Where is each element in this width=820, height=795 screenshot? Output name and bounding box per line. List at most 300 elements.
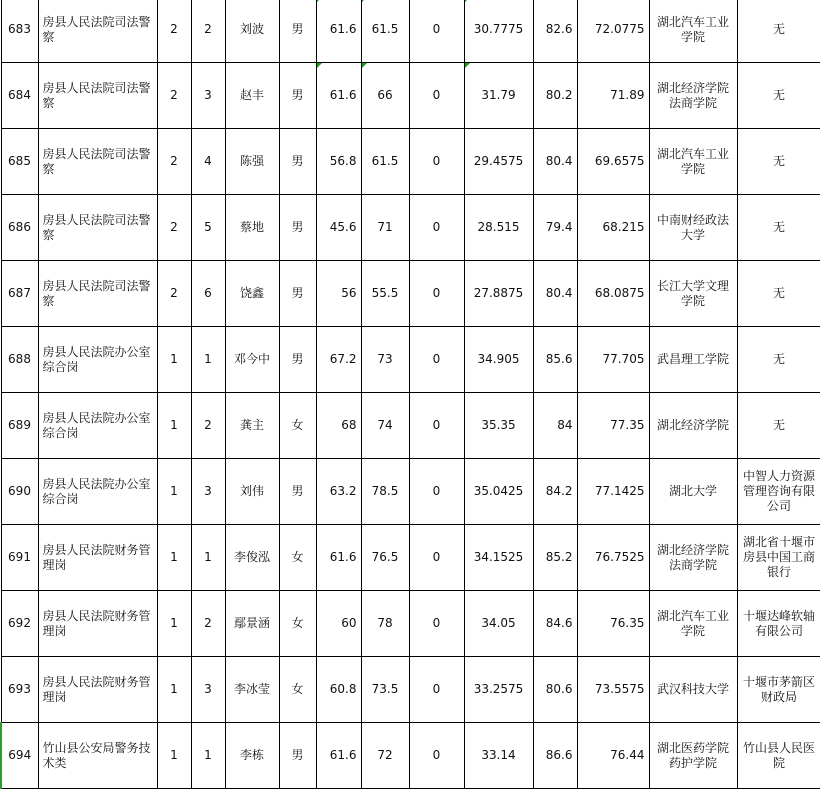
school-cell-text: 湖北经济学院 [656, 418, 729, 432]
total-score-cell-text: 76.35 [610, 616, 645, 630]
comment-marker-icon [465, 0, 470, 2]
bonus-points-cell-text: 0 [432, 88, 441, 102]
school-cell[interactable] [649, 0, 737, 63]
candidate-name-cell[interactable] [225, 591, 279, 657]
interview-result-cell[interactable] [533, 723, 577, 789]
interview-score-cell-text: 55.5 [371, 286, 399, 300]
interview-result-cell-text: 84 [557, 418, 573, 432]
hires-count-cell-text: 1 [170, 682, 178, 696]
candidate-name-cell[interactable] [225, 657, 279, 723]
interview-result-cell[interactable] [533, 459, 577, 525]
position-cell[interactable] [38, 723, 157, 789]
interview-score-cell[interactable] [361, 0, 409, 63]
position-cell-text: 房县人民法院司法警察 [42, 80, 151, 110]
rank-cell[interactable] [191, 0, 225, 63]
bonus-points-cell[interactable] [409, 261, 464, 327]
interview-score-cell-text: 76.5 [371, 550, 399, 564]
candidate-name-cell[interactable] [225, 0, 279, 63]
bonus-points-cell[interactable] [409, 0, 464, 63]
row-id-text: 685 [8, 154, 31, 168]
school-cell-text: 湖北汽车工业学院 [656, 14, 729, 44]
weighted-score-cell-text: 33.14 [481, 748, 516, 762]
bonus-points-cell[interactable] [409, 459, 464, 525]
gender-cell-text: 男 [291, 88, 304, 102]
written-score-cell[interactable] [316, 591, 361, 657]
interview-result-cell[interactable] [533, 525, 577, 591]
rank-cell-text: 3 [204, 88, 212, 102]
gender-cell[interactable] [279, 459, 316, 525]
hires-count-cell[interactable] [157, 459, 191, 525]
hires-count-cell[interactable] [157, 129, 191, 195]
written-score-cell[interactable] [316, 657, 361, 723]
hires-count-cell[interactable] [157, 63, 191, 129]
row-id[interactable] [1, 0, 38, 63]
interview-score-cell[interactable] [361, 129, 409, 195]
weighted-score-cell[interactable] [464, 129, 533, 195]
candidate-name-cell[interactable] [225, 525, 279, 591]
candidate-name-cell-text: 饶鑫 [239, 286, 264, 300]
interview-score-cell-text: 61.5 [371, 154, 399, 168]
total-score-cell[interactable] [577, 723, 649, 789]
total-score-cell[interactable] [577, 63, 649, 129]
hires-count-cell[interactable] [157, 393, 191, 459]
rank-cell[interactable] [191, 327, 225, 393]
row-id[interactable] [1, 525, 38, 591]
hires-count-cell[interactable] [157, 195, 191, 261]
interview-score-cell[interactable] [361, 723, 409, 789]
bonus-points-cell-text: 0 [432, 682, 441, 696]
weighted-score-cell[interactable] [464, 393, 533, 459]
row-id[interactable] [1, 129, 38, 195]
candidate-name-cell[interactable] [225, 393, 279, 459]
interview-score-cell-text: 73 [377, 352, 393, 366]
school-cell[interactable] [649, 195, 737, 261]
interview-score-cell-text: 71 [377, 220, 393, 234]
employer-cell[interactable] [737, 129, 820, 195]
employer-cell[interactable] [737, 261, 820, 327]
interview-result-cell-text: 86.6 [545, 748, 573, 762]
position-cell-text: 房县人民法院办公室综合岗 [42, 476, 151, 506]
weighted-score-cell-text: 27.8875 [473, 286, 524, 300]
position-cell[interactable] [38, 327, 157, 393]
rank-cell[interactable] [191, 195, 225, 261]
total-score-cell[interactable] [577, 195, 649, 261]
school-cell[interactable] [649, 129, 737, 195]
weighted-score-cell-text: 35.0425 [473, 484, 524, 498]
weighted-score-cell[interactable] [464, 723, 533, 789]
position-cell-text: 竹山县公安局警务技术类 [42, 740, 151, 770]
row-id[interactable] [1, 657, 38, 723]
interview-score-cell-text: 61.5 [371, 22, 399, 36]
rank-cell-text: 1 [204, 352, 212, 366]
hires-count-cell[interactable] [157, 723, 191, 789]
weighted-score-cell[interactable] [464, 525, 533, 591]
hires-count-cell[interactable] [157, 261, 191, 327]
bonus-points-cell[interactable] [409, 591, 464, 657]
total-score-cell[interactable] [577, 327, 649, 393]
interview-result-cell[interactable] [533, 591, 577, 657]
candidate-name-cell[interactable] [225, 63, 279, 129]
interview-score-cell-text: 78 [377, 616, 393, 630]
interview-result-cell[interactable] [533, 657, 577, 723]
position-cell[interactable] [38, 195, 157, 261]
weighted-score-cell-text: 28.515 [477, 220, 520, 234]
table-row [1, 0, 820, 63]
interview-score-cell[interactable] [361, 525, 409, 591]
school-cell[interactable] [649, 327, 737, 393]
rank-cell[interactable] [191, 261, 225, 327]
written-score-cell-text: 67.2 [329, 352, 357, 366]
school-cell-text: 湖北医药学院药护学院 [656, 740, 729, 770]
total-score-cell[interactable] [577, 591, 649, 657]
interview-result-cell[interactable] [533, 63, 577, 129]
hires-count-cell-text: 1 [170, 484, 178, 498]
interview-score-cell-text: 73.5 [371, 682, 399, 696]
position-cell[interactable] [38, 261, 157, 327]
written-score-cell[interactable] [316, 63, 361, 129]
interview-result-cell[interactable] [533, 129, 577, 195]
bonus-points-cell-text: 0 [432, 22, 441, 36]
gender-cell[interactable] [279, 657, 316, 723]
bonus-points-cell[interactable] [409, 723, 464, 789]
weighted-score-cell[interactable] [464, 591, 533, 657]
interview-result-cell[interactable] [533, 195, 577, 261]
bonus-points-cell[interactable] [409, 393, 464, 459]
interview-result-cell-text: 80.2 [545, 88, 573, 102]
total-score-cell-text: 77.1425 [594, 484, 645, 498]
employer-cell[interactable] [737, 63, 820, 129]
interview-score-cell[interactable] [361, 195, 409, 261]
weighted-score-cell-text: 29.4575 [473, 154, 524, 168]
gender-cell[interactable] [279, 195, 316, 261]
bonus-points-cell[interactable] [409, 327, 464, 393]
weighted-score-cell[interactable] [464, 327, 533, 393]
row-id-text: 684 [8, 88, 31, 102]
bonus-points-cell[interactable] [409, 129, 464, 195]
total-score-cell[interactable] [577, 129, 649, 195]
candidate-name-cell[interactable] [225, 459, 279, 525]
weighted-score-cell-text: 33.2575 [473, 682, 524, 696]
table-row [1, 393, 820, 459]
school-cell-text: 湖北经济学院法商学院 [656, 80, 729, 110]
rank-cell-text: 2 [204, 22, 212, 36]
row-id[interactable] [1, 195, 38, 261]
bonus-points-cell[interactable] [409, 63, 464, 129]
row-id[interactable] [1, 63, 38, 129]
comment-marker-icon [465, 63, 470, 68]
total-score-cell-text: 72.0775 [594, 22, 645, 36]
total-score-cell-text: 76.7525 [594, 550, 645, 564]
school-cell-text: 中南财经政法大学 [656, 212, 729, 242]
rank-cell[interactable] [191, 723, 225, 789]
position-cell-text: 房县人民法院办公室综合岗 [42, 344, 151, 374]
table-row [1, 459, 820, 525]
gender-cell[interactable] [279, 723, 316, 789]
weighted-score-cell[interactable] [464, 0, 533, 63]
written-score-cell[interactable] [316, 393, 361, 459]
interview-score-cell[interactable] [361, 591, 409, 657]
row-id[interactable] [1, 261, 38, 327]
total-score-cell-text: 68.0875 [594, 286, 645, 300]
employer-cell-text: 无 [772, 88, 785, 102]
bonus-points-cell-text: 0 [432, 550, 441, 564]
employer-cell[interactable] [737, 393, 820, 459]
weighted-score-cell-text: 35.35 [481, 418, 516, 432]
rank-cell[interactable] [191, 591, 225, 657]
interview-result-cell[interactable] [533, 261, 577, 327]
position-cell[interactable] [38, 459, 157, 525]
position-cell[interactable] [38, 0, 157, 63]
gender-cell[interactable] [279, 0, 316, 63]
candidate-name-cell-text: 陈强 [239, 154, 264, 168]
row-id[interactable] [1, 327, 38, 393]
interview-score-cell[interactable] [361, 459, 409, 525]
gender-cell-text: 女 [291, 616, 304, 630]
row-id-text: 686 [8, 220, 31, 234]
weighted-score-cell[interactable] [464, 459, 533, 525]
position-cell[interactable] [38, 591, 157, 657]
hires-count-cell-text: 1 [170, 352, 178, 366]
hires-count-cell[interactable] [157, 327, 191, 393]
interview-score-cell[interactable] [361, 261, 409, 327]
interview-result-cell-text: 80.4 [545, 286, 573, 300]
employer-cell-text: 无 [772, 352, 785, 366]
row-id-text: 693 [8, 682, 31, 696]
written-score-cell[interactable] [316, 0, 361, 63]
employer-cell[interactable] [737, 591, 820, 657]
candidate-name-cell[interactable] [225, 723, 279, 789]
gender-cell-text: 男 [291, 286, 304, 300]
hires-count-cell[interactable] [157, 657, 191, 723]
total-score-cell-text: 71.89 [610, 88, 645, 102]
rank-cell-text: 2 [204, 616, 212, 630]
employer-cell[interactable] [737, 327, 820, 393]
candidate-name-cell-text: 李栋 [239, 748, 264, 762]
written-score-cell[interactable] [316, 327, 361, 393]
row-id[interactable] [1, 459, 38, 525]
position-cell-text: 房县人民法院财务管理岗 [42, 674, 151, 704]
interview-result-cell-text: 80.4 [545, 154, 573, 168]
row-id-text: 690 [8, 484, 31, 498]
school-cell-text: 长江大学文理学院 [656, 278, 729, 308]
position-cell[interactable] [38, 525, 157, 591]
interview-score-cell-text: 74 [377, 418, 393, 432]
candidate-name-cell[interactable] [225, 327, 279, 393]
employer-cell[interactable] [737, 525, 820, 591]
written-score-cell[interactable] [316, 195, 361, 261]
school-cell[interactable] [649, 591, 737, 657]
row-id-text: 683 [8, 22, 31, 36]
candidate-name-cell-text: 李俊泓 [233, 550, 270, 564]
gender-cell[interactable] [279, 129, 316, 195]
school-cell[interactable] [649, 723, 737, 789]
employer-cell[interactable] [737, 459, 820, 525]
written-score-cell[interactable] [316, 459, 361, 525]
table-row [1, 525, 820, 591]
gender-cell[interactable] [279, 261, 316, 327]
interview-score-cell[interactable] [361, 393, 409, 459]
interview-result-cell[interactable] [533, 393, 577, 459]
total-score-cell-text: 77.35 [610, 418, 645, 432]
table-row [1, 63, 820, 129]
hires-count-cell[interactable] [157, 591, 191, 657]
hires-count-cell-text: 1 [170, 418, 178, 432]
rank-cell[interactable] [191, 657, 225, 723]
weighted-score-cell[interactable] [464, 657, 533, 723]
candidate-name-cell-text: 龚主 [239, 418, 264, 432]
rank-cell-text: 1 [204, 550, 212, 564]
rank-cell-text: 5 [204, 220, 212, 234]
position-cell[interactable] [38, 393, 157, 459]
total-score-cell[interactable] [577, 525, 649, 591]
interview-result-cell[interactable] [533, 0, 577, 63]
total-score-cell[interactable] [577, 261, 649, 327]
gender-cell[interactable] [279, 591, 316, 657]
total-score-cell-text: 76.44 [610, 748, 645, 762]
bonus-points-cell[interactable] [409, 195, 464, 261]
written-score-cell-text: 61.6 [329, 22, 357, 36]
employer-cell-text: 无 [772, 418, 785, 432]
gender-cell-text: 女 [291, 550, 304, 564]
rank-cell[interactable] [191, 459, 225, 525]
school-cell[interactable] [649, 261, 737, 327]
school-cell[interactable] [649, 657, 737, 723]
gender-cell[interactable] [279, 327, 316, 393]
total-score-cell[interactable] [577, 0, 649, 63]
hires-count-cell[interactable] [157, 525, 191, 591]
written-score-cell-text: 61.6 [329, 748, 357, 762]
row-id[interactable] [1, 591, 38, 657]
total-score-cell[interactable] [577, 459, 649, 525]
written-score-cell[interactable] [316, 525, 361, 591]
bonus-points-cell-text: 0 [432, 352, 441, 366]
candidate-name-cell[interactable] [225, 129, 279, 195]
total-score-cell[interactable] [577, 657, 649, 723]
employer-cell[interactable] [737, 0, 820, 63]
bonus-points-cell-text: 0 [432, 220, 441, 234]
position-cell-text: 房县人民法院财务管理岗 [42, 542, 151, 572]
weighted-score-cell[interactable] [464, 63, 533, 129]
written-score-cell[interactable] [316, 723, 361, 789]
employer-cell-text: 无 [772, 22, 785, 36]
candidate-name-cell[interactable] [225, 261, 279, 327]
school-cell[interactable] [649, 459, 737, 525]
position-cell[interactable] [38, 129, 157, 195]
total-score-cell-text: 68.215 [602, 220, 645, 234]
written-score-cell-text: 56.8 [329, 154, 357, 168]
written-score-cell-text: 45.6 [329, 220, 357, 234]
written-score-cell-text: 60 [341, 616, 357, 630]
gender-cell-text: 女 [291, 418, 304, 432]
employer-cell[interactable] [737, 195, 820, 261]
hires-count-cell-text: 1 [170, 616, 178, 630]
school-cell-text: 湖北汽车工业学院 [656, 608, 729, 638]
bonus-points-cell-text: 0 [432, 154, 441, 168]
hires-count-cell-text: 2 [170, 286, 178, 300]
position-cell-text: 房县人民法院财务管理岗 [42, 608, 151, 638]
row-id-text: 691 [8, 550, 31, 564]
employer-cell[interactable] [737, 657, 820, 723]
position-cell[interactable] [38, 63, 157, 129]
hires-count-cell-text: 2 [170, 22, 178, 36]
weighted-score-cell-text: 34.1525 [473, 550, 524, 564]
interview-result-cell-text: 85.6 [545, 352, 573, 366]
gender-cell-text: 男 [291, 220, 304, 234]
table-row [1, 261, 820, 327]
hires-count-cell-text: 1 [170, 748, 178, 762]
rank-cell[interactable] [191, 525, 225, 591]
written-score-cell-text: 63.2 [329, 484, 357, 498]
row-id[interactable] [1, 393, 38, 459]
interview-result-cell-text: 79.4 [545, 220, 573, 234]
comment-marker-icon [317, 0, 322, 2]
rank-cell[interactable] [191, 393, 225, 459]
rank-cell[interactable] [191, 63, 225, 129]
weighted-score-cell[interactable] [464, 261, 533, 327]
written-score-cell[interactable] [316, 261, 361, 327]
interview-score-cell[interactable] [361, 63, 409, 129]
candidate-name-cell-text: 鄢景涵 [233, 616, 270, 630]
gender-cell-text: 男 [291, 484, 304, 498]
position-cell-text: 房县人民法院司法警察 [42, 278, 151, 308]
written-score-cell-text: 68 [341, 418, 357, 432]
hires-count-cell-text: 1 [170, 550, 178, 564]
gender-cell[interactable] [279, 393, 316, 459]
table-row [1, 327, 820, 393]
position-cell[interactable] [38, 657, 157, 723]
position-cell-text: 房县人民法院司法警察 [42, 212, 151, 242]
weighted-score-cell[interactable] [464, 195, 533, 261]
bonus-points-cell[interactable] [409, 525, 464, 591]
row-id-text: 694 [8, 748, 32, 762]
rank-cell[interactable] [191, 129, 225, 195]
gender-cell[interactable] [279, 63, 316, 129]
row-id-text: 688 [8, 352, 31, 366]
row-id-text: 687 [8, 286, 31, 300]
written-score-cell-text: 61.6 [329, 550, 357, 564]
interview-result-cell-text: 82.6 [545, 22, 573, 36]
gender-cell-text: 男 [291, 352, 304, 366]
comment-marker-icon [362, 63, 367, 68]
hires-count-cell[interactable] [157, 0, 191, 63]
rank-cell-text: 6 [204, 286, 212, 300]
employer-cell[interactable] [737, 723, 820, 789]
gender-cell[interactable] [279, 525, 316, 591]
bonus-points-cell[interactable] [409, 657, 464, 723]
school-cell[interactable] [649, 63, 737, 129]
hires-count-cell-text: 2 [170, 154, 178, 168]
rank-cell-text: 2 [204, 418, 212, 432]
interview-result-cell[interactable] [533, 327, 577, 393]
total-score-cell[interactable] [577, 393, 649, 459]
hires-count-cell-text: 2 [170, 220, 178, 234]
row-id[interactable] [1, 723, 38, 789]
employer-cell-text: 无 [772, 154, 785, 168]
school-cell[interactable] [649, 525, 737, 591]
total-score-cell-text: 69.6575 [594, 154, 645, 168]
written-score-cell[interactable] [316, 129, 361, 195]
rank-cell-text: 1 [204, 748, 212, 762]
employer-cell-text: 湖北省十堰市房县中国工商银行 [742, 535, 815, 579]
candidate-name-cell-text: 蔡地 [239, 220, 264, 234]
weighted-score-cell-text: 31.79 [481, 88, 516, 102]
interview-score-cell[interactable] [361, 327, 409, 393]
interview-score-cell[interactable] [361, 657, 409, 723]
school-cell[interactable] [649, 393, 737, 459]
candidate-name-cell[interactable] [225, 195, 279, 261]
interview-result-cell-text: 80.6 [545, 682, 573, 696]
weighted-score-cell-text: 34.05 [481, 616, 516, 630]
